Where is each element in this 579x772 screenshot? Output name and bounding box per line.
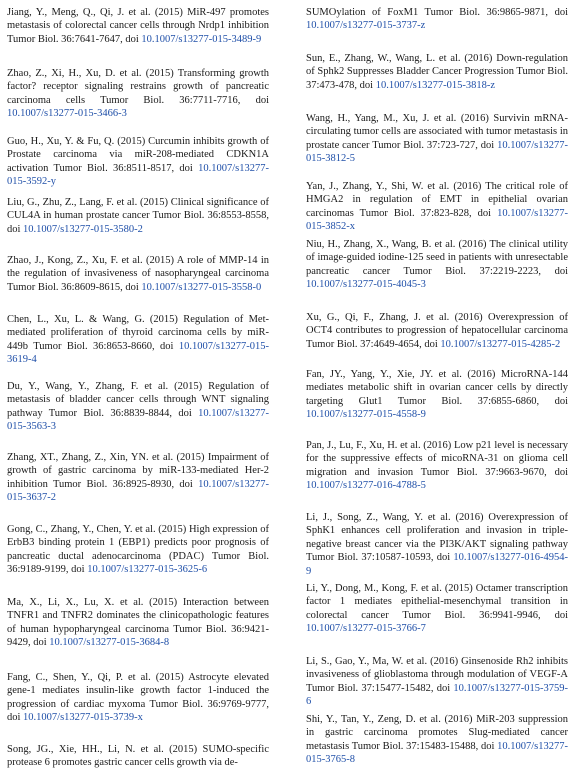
doi-link[interactable]: 10.1007/s13277-015-3558-0 [141, 281, 262, 293]
reference-text: Zhang, XT., Zhang, Z., Xin, YN. et al. (2015) Impairment of growth of gastric carcinoma by miR-133-mediated Her-2 inhibition Tumor Biol. 36:8925-8930, doi [7, 452, 269, 490]
reference-text: Zhao, J., Kong, Z., Xu, F. et al. (2015) A role of MMP-14 in the regulation of invasiveness of nasopharyngeal carcinoma Tumor Biol. 36:8609-8615, doi [7, 255, 269, 293]
doi-link[interactable]: 10.1007/s13277-015-3765-8 [306, 740, 568, 766]
reference-entry [306, 238, 568, 292]
reference-text: Xu, G., Qi, F., Zhang, J. et al. (2016) Overexpression of OCT4 contributes to progression of hepatocellular carcinoma Tumor Biol. 37:4649-4654, doi [306, 312, 568, 350]
reference-entry [7, 743, 269, 770]
doi-link[interactable]: 10.1007/s13277-015-3739-x [23, 712, 143, 724]
doi-link[interactable]: 10.1007/s13277-015-3766-7 [306, 623, 426, 635]
doi-link[interactable]: 10.1007/s13277-015-3592-y [7, 162, 269, 188]
doi-link[interactable]: 10.1007/s13277-015-3563-3 [7, 407, 269, 433]
reference-text: Niu, H., Zhang, X., Wang, B. et al. (2016) The clinical utility of image-guided iodine-125 seed in patients with unresectable pancreatic cancer Tumor Biol. 37:2219-2223, doi [306, 239, 568, 277]
reference-text: Li, J., Song, Z., Wang, Y. et al. (2016) Overexpression of SphK1 enhances cell proliferation and invasion in triple-negative breast cancer via the PI3K/AKT signaling pathway Tumor Biol. 37:10587-10593, doi [306, 512, 568, 564]
doi-link[interactable]: 10.1007/s13277-016-4788-5 [306, 480, 426, 492]
reference-entry [7, 254, 269, 294]
reference-entry [306, 112, 568, 166]
reference-text: Yan, J., Zhang, Y., Shi, W. et al. (2016) The critical role of HMGA2 in regulation of EMT in epithelial ovarian carcinomas Tumor Biol. 37:823-828, doi [306, 181, 568, 219]
reference-entry [306, 439, 568, 493]
reference-entry [7, 596, 269, 650]
reference-entry [7, 380, 269, 434]
doi-link[interactable]: 10.1007/s13277-015-3466-3 [7, 108, 127, 120]
doi-link[interactable]: 10.1007/s13277-015-3818-z [375, 79, 495, 91]
reference-entry [306, 311, 568, 351]
reference-entry [7, 135, 269, 189]
doi-link[interactable]: 10.1007/s13277-015-4285-2 [440, 338, 561, 350]
reference-text: Fang, C., Shen, Y., Qi, P. et al. (2015) Astrocyte elevated gene-1 mediates insulin-like growth factor 1-induced the progression of cardiac myxoma Tumor Biol. 36:9769-9777, doi [7, 672, 269, 724]
doi-link[interactable]: 10.1007/s13277-015-3625-6 [87, 564, 208, 576]
reference-entry [306, 582, 568, 636]
reference-entry [306, 6, 568, 33]
doi-link[interactable]: 10.1007/s13277-015-3684-8 [49, 637, 170, 649]
reference-text: Song, JG., Xie, HH., Li, N. et al. (2015) SUMO-specific protease 6 promotes gastric cancer cells growth via de- [7, 744, 269, 769]
reference-entry [306, 52, 568, 92]
reference-entry [7, 313, 269, 367]
doi-link[interactable]: 10.1007/s13277-015-4558-9 [306, 409, 426, 421]
reference-text: Du, Y., Wang, Y., Zhang, F. et al. (2015) Regulation of metastasis of bladder cancer cells through WNT signaling pathway Tumor Biol. 36:8839-8844, doi [7, 381, 269, 419]
reference-entry [7, 6, 269, 46]
reference-text: Ma, X., Li, X., Lu, X. et al. (2015) Interaction between TNFR1 and TNFR2 dominates the clinicopathologic features of human hypopharyngeal carcinoma Tumor Biol. 36:9421-9429, doi [7, 597, 269, 649]
doi-link[interactable]: 10.1007/s13277-015-3580-2 [23, 223, 143, 235]
reference-entry [306, 180, 568, 234]
reference-text: Guo, H., Xu, Y. & Fu, Q. (2015) Curcumin inhibits growth of Prostate carcinoma via miR-208-mediated CDKN1A activation Tumor Biol. 36:8511-8517, doi [7, 136, 269, 174]
doi-link[interactable]: 10.1007/s13277-015-3737-z [306, 20, 426, 32]
doi-link[interactable]: 10.1007/s13277-015-3852-x [306, 207, 568, 233]
reference-text: Liu, G., Zhu, Z., Lang, F. et al. (2015) Clinical significance of CUL4A in human prostate cancer Tumor Biol. 36:8553-8558, doi [7, 197, 269, 235]
reference-text: Wang, H., Yang, M., Xu, J. et al. (2016) Survivin mRNA-circulating tumor cells are associated with tumor metastasis in prostate cancer Tumor Biol. 37:723-727, doi [306, 113, 568, 151]
reference-entry [306, 511, 568, 578]
reference-entry [7, 67, 269, 121]
doi-link[interactable]: 10.1007/s13277-015-3637-2 [7, 478, 269, 504]
doi-link[interactable]: 10.1007/s13277-016-4954-9 [306, 552, 568, 577]
reference-entry [7, 196, 269, 236]
doi-link[interactable]: 10.1007/s13277-015-3489-9 [141, 33, 262, 45]
reference-text: Shi, Y., Tan, Y., Zeng, D. et al. (2016) MiR-203 suppression in gastric carcinoma promotes Slug-mediated cancer metastasis Tumor Biol. 37:15483-15488, doi [306, 714, 568, 752]
reference-entry [306, 368, 568, 422]
reference-entry [306, 713, 568, 767]
reference-text: Fan, JY., Yang, Y., Xie, JY. et al. (2016) MicroRNA-144 mediates metabolic shift in ovarian cancer cells by directly targeting Glut1 Tumor Biol. 37:6855-6860, doi [306, 369, 568, 407]
doi-link[interactable]: 10.1007/s13277-015-4045-3 [306, 279, 426, 291]
reference-entry [7, 671, 269, 725]
reference-text: Li, S., Gao, Y., Ma, W. et al. (2016) Ginsenoside Rh2 inhibits invasiveness of glioblastoma through modulation of VEGF-A Tumor Biol. 37:15477-15482, doi [306, 656, 568, 694]
doi-link[interactable]: 10.1007/s13277-015-3812-5 [306, 139, 568, 165]
reference-text: Li, Y., Dong, M., Kong, F. et al. (2015) Octamer transcription factor 1 mediates epithelial-mesenchymal transition in colorectal cancer Tumor Biol. 36:9941-9946, doi [306, 583, 568, 621]
reference-text: Gong, C., Zhang, Y., Chen, Y. et al. (2015) High expression of ErbB3 binding protein 1 (EBP1) predicts poor prognosis of pancreatic ductal adenocarcinoma (PDAC) Tumor Biol. 36:9189-9199, doi [7, 524, 269, 576]
doi-link[interactable]: 10.1007/s13277-015-3759-6 [306, 682, 568, 708]
reference-entry [7, 451, 269, 505]
reference-text: Zhao, Z., Xi, H., Xu, D. et al. (2015) Transforming growth factor? receptor signaling restrains growth of pancreatic carcinoma cells Tumor Biol. 36:7711-7716, doi [7, 68, 269, 106]
reference-text: Chen, L., Xu, L. & Wang, G. (2015) Regulation of Met-mediated proliferation of thyroid carcinoma cells by miR-449b Tumor Biol. 36:8653-8660, doi [7, 314, 269, 352]
reference-text: Sun, E., Zhang, W., Wang, L. et al. (2016) Down-regulation of Sphk2 Suppresses Bladder Cancer Progression Tumor Biol. 37:473-478, doi [306, 53, 568, 91]
reference-text: Pan, J., Lu, F., Xu, H. et al. (2016) Low p21 level is necessary for the suppressive effects of micoRNA-31 on glioma cell migration and invasion Tumor Biol. 37:9663-9670, doi [306, 440, 568, 478]
reference-text: SUMOylation of FoxM1 Tumor Biol. 36:9865-9871, doi [306, 7, 568, 18]
reference-text: Jiang, Y., Meng, Q., Qi, J. et al. (2015) MiR-497 promotes metastasis of colorectal cancer cells through Nrdp1 inhibition Tumor Biol. 36:7641-7647, doi [7, 7, 269, 45]
doi-link[interactable]: 10.1007/s13277-015-3619-4 [7, 340, 269, 366]
reference-entry [7, 523, 269, 577]
reference-entry [306, 655, 568, 709]
